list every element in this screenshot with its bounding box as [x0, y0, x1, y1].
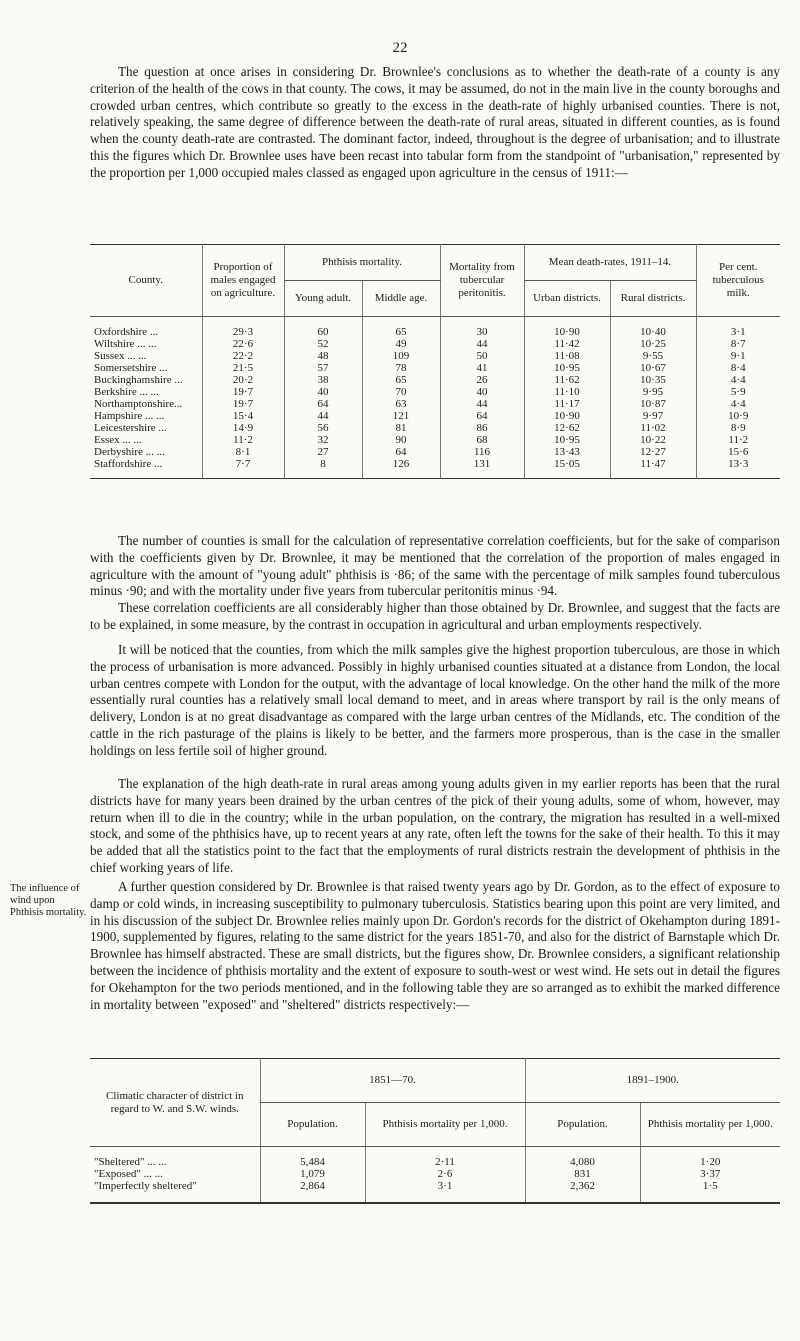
cell-urban: 11·42 — [524, 338, 610, 350]
header-period-1891-1900: 1891–1900. — [525, 1059, 780, 1103]
cell-proportion: 14·9 — [202, 422, 284, 434]
cell-proportion: 7·7 — [202, 458, 284, 479]
header-period-1851-70: 1851—70. — [260, 1059, 525, 1103]
cell-urban: 15·05 — [524, 458, 610, 479]
cell-peritonitis: 64 — [440, 410, 524, 422]
table-row — [90, 398, 780, 410]
cell-rural: 10·25 — [610, 338, 696, 350]
cell-young-adult: 48 — [284, 350, 362, 362]
cell-peritonitis: 50 — [440, 350, 524, 362]
cell-urban: 13·43 — [524, 446, 610, 458]
table-row — [90, 317, 780, 339]
cell-urban: 12·62 — [524, 422, 610, 434]
cell-milk: 10·9 — [696, 410, 780, 422]
cell-proportion: 15·4 — [202, 410, 284, 422]
cell-proportion: 21·5 — [202, 362, 284, 374]
cell-urban: 11·17 — [524, 398, 610, 410]
cell-proportion: 22·2 — [202, 350, 284, 362]
cell-milk: 13·3 — [696, 458, 780, 479]
paragraph-correlation: The number of counties is small for the calculation of representative correlation coefficients, but for the sake of comparison with the coefficients given by Dr. Brownlee, it may be mentioned that the correlation of the proportion of males engaged in agriculture with the amount of "young adult" phthisis is ·86; of the same with the percentage of milk samples found tuberculous minus ·90; and with the mortality under five years from tubercular peritonitis minus ·94. — [90, 533, 780, 599]
table-row — [90, 422, 780, 434]
cell-middle-age: 81 — [362, 422, 440, 434]
header-phthisis: Phthisis mortality. — [284, 245, 440, 281]
cell-peritonitis: 40 — [440, 386, 524, 398]
header-county: County. — [90, 245, 202, 317]
cell-mortality-1851: 2·11 — [365, 1147, 525, 1169]
header-population-2: Population. — [525, 1103, 640, 1147]
cell-middle-age: 78 — [362, 362, 440, 374]
cell-milk: 11·2 — [696, 434, 780, 446]
cell-rural: 10·22 — [610, 434, 696, 446]
cell-county: Leicestershire ... — [94, 422, 167, 434]
cell-rural: 9·97 — [610, 410, 696, 422]
cell-county: Staffordshire ... — [94, 458, 163, 470]
cell-urban: 10·95 — [524, 434, 610, 446]
table-row — [90, 1147, 780, 1169]
cell-rural: 12·27 — [610, 446, 696, 458]
cell-urban: 10·90 — [524, 410, 610, 422]
cell-milk: 5·9 — [696, 386, 780, 398]
margin-note: The influence of wind upon Phthisis mortality. — [10, 883, 87, 918]
cell-peritonitis: 68 — [440, 434, 524, 446]
cell-peritonitis: 41 — [440, 362, 524, 374]
cell-middle-age: 90 — [362, 434, 440, 446]
cell-urban: 10·90 — [524, 317, 610, 339]
table-row — [90, 338, 780, 350]
cell-rural: 11·02 — [610, 422, 696, 434]
table-row — [90, 1168, 780, 1180]
cell-middle-age: 63 — [362, 398, 440, 410]
cell-county: Derbyshire ... ... — [94, 446, 165, 458]
cell-young-adult: 32 — [284, 434, 362, 446]
cell-proportion: 29·3 — [202, 317, 284, 339]
cell-middle-age: 65 — [362, 374, 440, 386]
cell-population-1891: 831 — [525, 1168, 640, 1180]
cell-mortality-1851: 3·1 — [365, 1180, 525, 1203]
cell-milk: 4·4 — [696, 374, 780, 386]
header-young-adult: Young adult. — [284, 281, 362, 317]
table-row — [90, 1180, 780, 1203]
cell-mortality-1891: 1·20 — [640, 1147, 780, 1169]
cell-milk: 15·6 — [696, 446, 780, 458]
cell-county: Oxfordshire ... — [94, 326, 159, 338]
table-row — [90, 458, 780, 479]
cell-young-adult: 40 — [284, 386, 362, 398]
cell-milk: 8·7 — [696, 338, 780, 350]
cell-population-1851: 2,864 — [260, 1180, 365, 1203]
cell-proportion: 20·2 — [202, 374, 284, 386]
cell-middle-age: 65 — [362, 317, 440, 339]
cell-middle-age: 109 — [362, 350, 440, 362]
county-table-body — [90, 317, 780, 479]
cell-young-adult: 57 — [284, 362, 362, 374]
header-peritonitis: Mortality from tubercular peritonitis. — [440, 245, 524, 317]
cell-county: Berkshire ... ... — [94, 386, 159, 398]
cell-district-character: "Sheltered" ... ... — [94, 1156, 167, 1168]
cell-middle-age: 121 — [362, 410, 440, 422]
cell-young-adult: 8 — [284, 458, 362, 479]
cell-county: Buckinghamshire ... — [94, 374, 183, 386]
cell-county: Northamptonshire... — [94, 398, 183, 410]
cell-middle-age: 70 — [362, 386, 440, 398]
cell-rural: 10·40 — [610, 317, 696, 339]
cell-young-adult: 64 — [284, 398, 362, 410]
cell-milk: 8·9 — [696, 422, 780, 434]
table-row — [90, 350, 780, 362]
cell-population-1851: 5,484 — [260, 1147, 365, 1169]
header-proportion: Proportion of males engaged on agriculture. — [202, 245, 284, 317]
cell-milk: 4·4 — [696, 398, 780, 410]
cell-milk: 9·1 — [696, 350, 780, 362]
cell-peritonitis: 131 — [440, 458, 524, 479]
cell-district-character: "Imperfectly sheltered" — [94, 1180, 197, 1192]
cell-rural: 10·67 — [610, 362, 696, 374]
cell-rural: 10·87 — [610, 398, 696, 410]
cell-middle-age: 64 — [362, 446, 440, 458]
cell-middle-age: 49 — [362, 338, 440, 350]
wind-exposure-table-body — [90, 1147, 780, 1204]
cell-young-adult: 56 — [284, 422, 362, 434]
cell-proportion: 8·1 — [202, 446, 284, 458]
cell-county: Hampshire ... ... — [94, 410, 165, 422]
cell-proportion: 22·6 — [202, 338, 284, 350]
cell-peritonitis: 44 — [440, 338, 524, 350]
header-tuberculous-milk: Per cent. tuberculous milk. — [696, 245, 780, 317]
header-phthisis-mortality-2: Phthisis mortality per 1,000. — [640, 1103, 780, 1147]
cell-young-adult: 60 — [284, 317, 362, 339]
cell-rural: 9·55 — [610, 350, 696, 362]
page-number: 22 — [392, 40, 408, 56]
table-row — [90, 410, 780, 422]
cell-rural: 10·35 — [610, 374, 696, 386]
table-row — [90, 446, 780, 458]
cell-county: Wiltshire ... ... — [94, 338, 157, 350]
header-mean-death-rates: Mean death-rates, 1911–14. — [524, 245, 696, 281]
cell-peritonitis: 86 — [440, 422, 524, 434]
cell-rural: 11·47 — [610, 458, 696, 479]
paragraph-milk-samples: It will be noticed that the counties, from which the milk samples give the highest proportion tuberculous, are those in which the process of urbanisation is more advanced. Possibly in highly urbanised counties situated at a distance from London, the local urban centres compete with London for the output, with the advantage of local knowledge. On the other hand the milk of the more essentially rural counties has a relatively small local demand to meet, and in areas where transport by rail is the only means of delivery, London is at no great disadvantage as compared with the large urban centres of the Midlands, etc. The condition of the cattle in the rich pasturage of the plains is likely to be better, and the farmers more prosperous, than is the case in the smaller holdings on less fertile soil of higher ground. — [90, 642, 780, 758]
paragraph-coefficients: These correlation coefficients are all considerably higher than those obtained by Dr. Brownlee, and suggest that the facts are to be explained, in some measure, by the contrast in occupation in agricultural and urban employments respectively. — [90, 600, 780, 632]
cell-milk: 3·1 — [696, 317, 780, 339]
cell-rural: 9·95 — [610, 386, 696, 398]
paragraph-wind-exposure: A further question considered by Dr. Brownlee is that raised twenty years ago by Dr. Gordon, as to the effect of exposure to damp or cold winds, in increasing susceptibility to pulmonary tuberculosis. Statistics bearing upon this point are very limited, and in his discussion of the subject Dr. Brownlee relies mainly upon Dr. Gordon's records for the district of Okehampton during 1891-1900, supplemented by figures, relating to the same district for the years 1851-70, and also for the district of Barnstaple which Dr. Brownlee has himself abstracted. These are small districts, but the figures show, Dr. Brownlee considers, a significant relationship between the incidence of phthisis mortality and the extent of exposure to south-west or west wind. He sets out in detail the figures for Okehampton for the two periods mentioned, and in the following table they are so arranged as to exhibit the marked difference in mortality between "exposed" and "sheltered" districts respectively:— — [90, 879, 780, 1012]
cell-peritonitis: 26 — [440, 374, 524, 386]
table-row — [90, 374, 780, 386]
cell-young-adult: 27 — [284, 446, 362, 458]
cell-milk: 8·4 — [696, 362, 780, 374]
header-phthisis-mortality-1: Phthisis mortality per 1,000. — [365, 1103, 525, 1147]
cell-peritonitis: 44 — [440, 398, 524, 410]
cell-urban: 11·08 — [524, 350, 610, 362]
cell-proportion: 11·2 — [202, 434, 284, 446]
table-row — [90, 386, 780, 398]
cell-county: Essex ... ... — [94, 434, 142, 446]
cell-population-1891: 2,362 — [525, 1180, 640, 1203]
paragraph-intro: The question at once arises in considering Dr. Brownlee's conclusions as to whether the death-rate of a county is any criterion of the health of the cows in that county. The cows, it may be assumed, do not in the main live in the county boroughs and crowded urban centres, which contribute so greatly to the excess in the death-rate of highly urbanised counties. There is not, relatively speaking, the same degree of difference between the death-rate of rural areas, situated in different counties, as is found when the county death-rate are contrasted. The dominant factor, indeed, throughout is the degree of urbanisation; and to illustrate this the figures which Dr. Brownlee uses have been recast into tabular form from the standpoint of "urbanisation," represented by the proportion per 1,000 occupied males classed as engaged upon agriculture in the census of 1911:— — [90, 64, 780, 180]
cell-peritonitis: 116 — [440, 446, 524, 458]
cell-mortality-1851: 2·6 — [365, 1168, 525, 1180]
cell-mortality-1891: 3·37 — [640, 1168, 780, 1180]
cell-middle-age: 126 — [362, 458, 440, 479]
header-middle-age: Middle age. — [362, 281, 440, 317]
cell-county: Sussex ... ... — [94, 350, 147, 362]
cell-mortality-1891: 1·5 — [640, 1180, 780, 1203]
paragraph-rural-death-rate: The explanation of the high death-rate in rural areas among young adults given in my earlier reports has been that the rural districts have for many years been drained by the urban centres of the pick of their young adults, some of whom, however, may return when ill to die in the country; while in the urban population, on the contrary, the migration has resulted in a well-mixed stock, and some of the phthisics have, up to recent years at any rate, often left the towns for the sake of their health. To this it may be added that all the statistics point to the fact that the employments of rural districts restrain the development of phthisis in the chief working years of life. — [90, 776, 780, 875]
header-population-1: Population. — [260, 1103, 365, 1147]
county-table — [90, 244, 780, 479]
cell-urban: 10·95 — [524, 362, 610, 374]
header-climatic-character: Climatic character of district in regard to W. and S.W. winds. — [90, 1059, 260, 1147]
wind-exposure-table — [90, 1058, 780, 1204]
table-row — [90, 362, 780, 374]
cell-proportion: 19·7 — [202, 386, 284, 398]
header-rural-districts: Rural districts. — [610, 281, 696, 317]
cell-young-adult: 52 — [284, 338, 362, 350]
cell-urban: 11·10 — [524, 386, 610, 398]
cell-peritonitis: 30 — [440, 317, 524, 339]
cell-proportion: 19·7 — [202, 398, 284, 410]
cell-young-adult: 38 — [284, 374, 362, 386]
cell-population-1851: 1,079 — [260, 1168, 365, 1180]
cell-district-character: "Exposed" ... ... — [94, 1168, 163, 1180]
cell-population-1891: 4,080 — [525, 1147, 640, 1169]
cell-urban: 11·62 — [524, 374, 610, 386]
cell-young-adult: 44 — [284, 410, 362, 422]
header-urban-districts: Urban districts. — [524, 281, 610, 317]
table-row — [90, 434, 780, 446]
cell-county: Somersetshire ... — [94, 362, 168, 374]
